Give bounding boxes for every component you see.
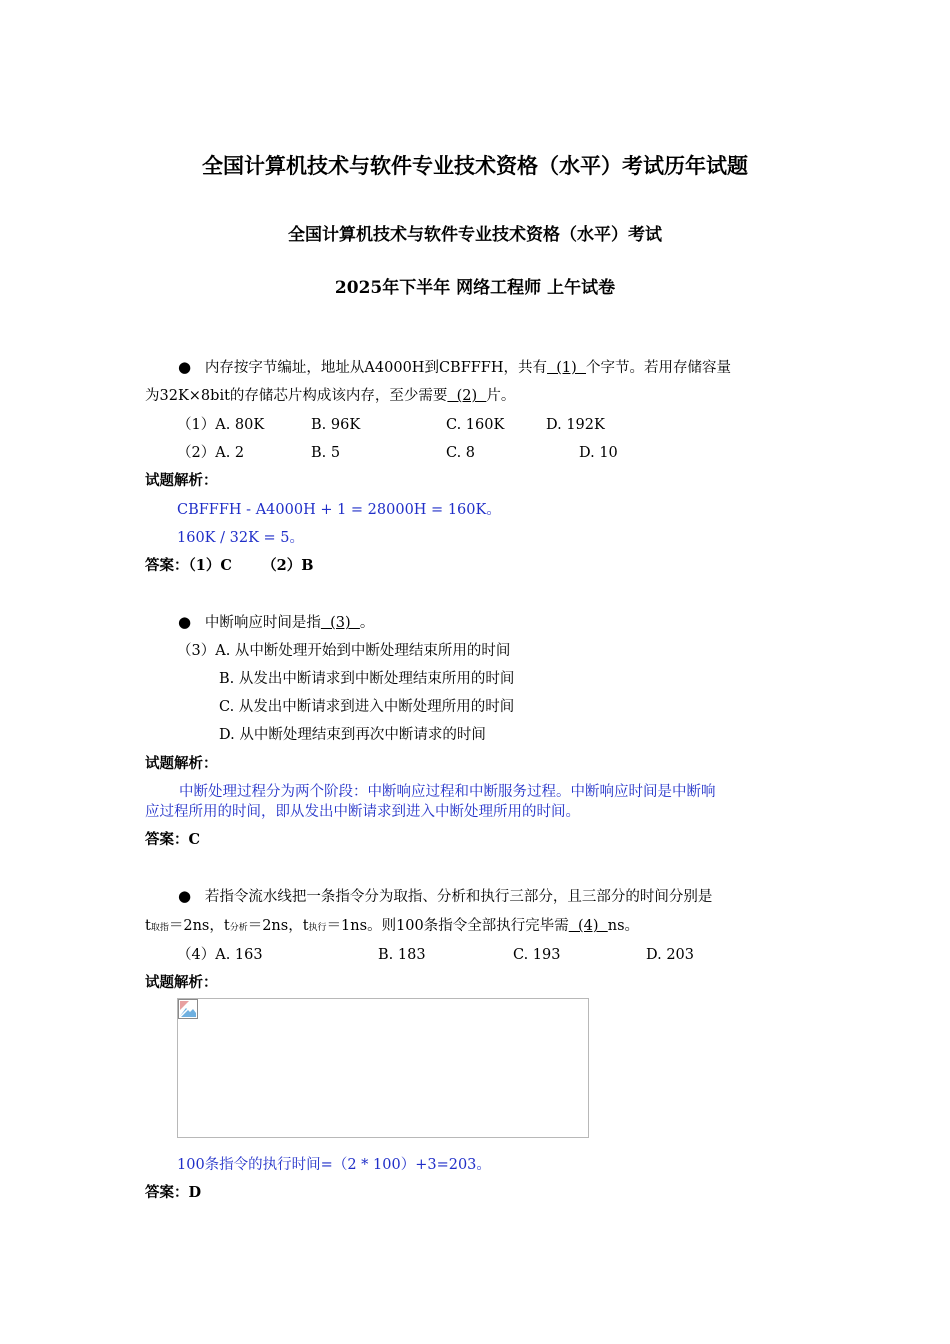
analysis-text: 应过程所用的时间，即从发出中断请求到进入中断处理所用的时间。 (145, 804, 580, 820)
answer-text: 答案：C (145, 831, 201, 848)
analysis-text: 中断处理过程分为两个阶段：中断响应过程和中断服务过程。中断响应时间是中断响 (179, 784, 716, 800)
broken-image-icon (178, 999, 198, 1019)
exam-paper-name: 2025年下半年 网络工程师 上午试卷 (334, 278, 616, 298)
option-3a: （3）A. 从中断处理开始到中断处理结束所用的时间 (177, 643, 511, 659)
answer-blank-2: (2) (447, 388, 487, 404)
analysis-label: 试题解析： (145, 755, 218, 772)
option-3b: B. 从发出中断请求到中断处理结束所用的时间 (219, 671, 515, 687)
answer-blank-3: (3) (320, 615, 360, 631)
document-title: 全国计算机技术与软件专业技术资格（水平）考试历年试题 (202, 153, 748, 178)
answer-blank-4: (4) (568, 918, 608, 934)
option-2a: （2）A. 2 (177, 445, 245, 461)
answer-text: 答案：（1）C （2）B (145, 557, 314, 574)
analysis-label: 试题解析： (145, 472, 218, 489)
option-3d: D. 从中断处理结束到再次中断请求的时间 (219, 727, 486, 743)
bullet-icon: ● (178, 358, 192, 376)
option-3c: C. 从发出中断请求到进入中断处理所用的时间 (219, 699, 515, 715)
option-1b: B. 96K (311, 417, 361, 433)
bullet-icon: ● (178, 887, 192, 905)
option-2b: B. 5 (311, 445, 341, 461)
question-2-stem: ● 中断响应时间是指 (3) 。 (178, 613, 375, 631)
option-4c: C. 193 (513, 947, 561, 963)
pipeline-diagram-image (177, 998, 589, 1138)
question-4-stem-line2: t取指＝2ns，t分析＝2ns，t执行＝1ns。则100条指令全部执行完毕需 (4) ns。 (145, 918, 640, 934)
option-4a: （4）A. 163 (177, 947, 263, 963)
option-2d: D. 10 (579, 445, 618, 461)
analysis-text: 160K / 32K = 5。 (177, 530, 304, 546)
answer-text: 答案：D (145, 1184, 202, 1201)
option-4d: D. 203 (646, 947, 695, 963)
option-1a: （1）A. 80K (177, 417, 265, 433)
question-1-stem-line2: 为32K×8bit的存储芯片构成该内存，至少需要 (2) 片。 (145, 388, 516, 404)
option-4b: B. 183 (378, 947, 426, 963)
analysis-text: CBFFFH - A4000H + 1 = 28000H = 160K。 (177, 502, 501, 518)
option-1c: C. 160K (446, 417, 505, 433)
answer-blank-1: (1) (547, 360, 587, 376)
question-4-stem-line1: ● 若指令流水线把一条指令分为取指、分析和执行三部分，且三部分的时间分别是 (178, 887, 713, 905)
analysis-label: 试题解析： (145, 974, 218, 991)
option-2c: C. 8 (446, 445, 476, 461)
bullet-icon: ● (178, 613, 192, 631)
option-1d: D. 192K (546, 417, 605, 433)
exam-subtitle: 全国计算机技术与软件专业技术资格（水平）考试 (288, 225, 662, 245)
question-1-stem-line1: ● 内存按字节编址，地址从A4000H到CBFFFH，共有 (1) 个字节。若用存储容量 (178, 358, 732, 376)
analysis-text: 100条指令的执行时间=（2 * 100）+3=203。 (177, 1157, 491, 1173)
